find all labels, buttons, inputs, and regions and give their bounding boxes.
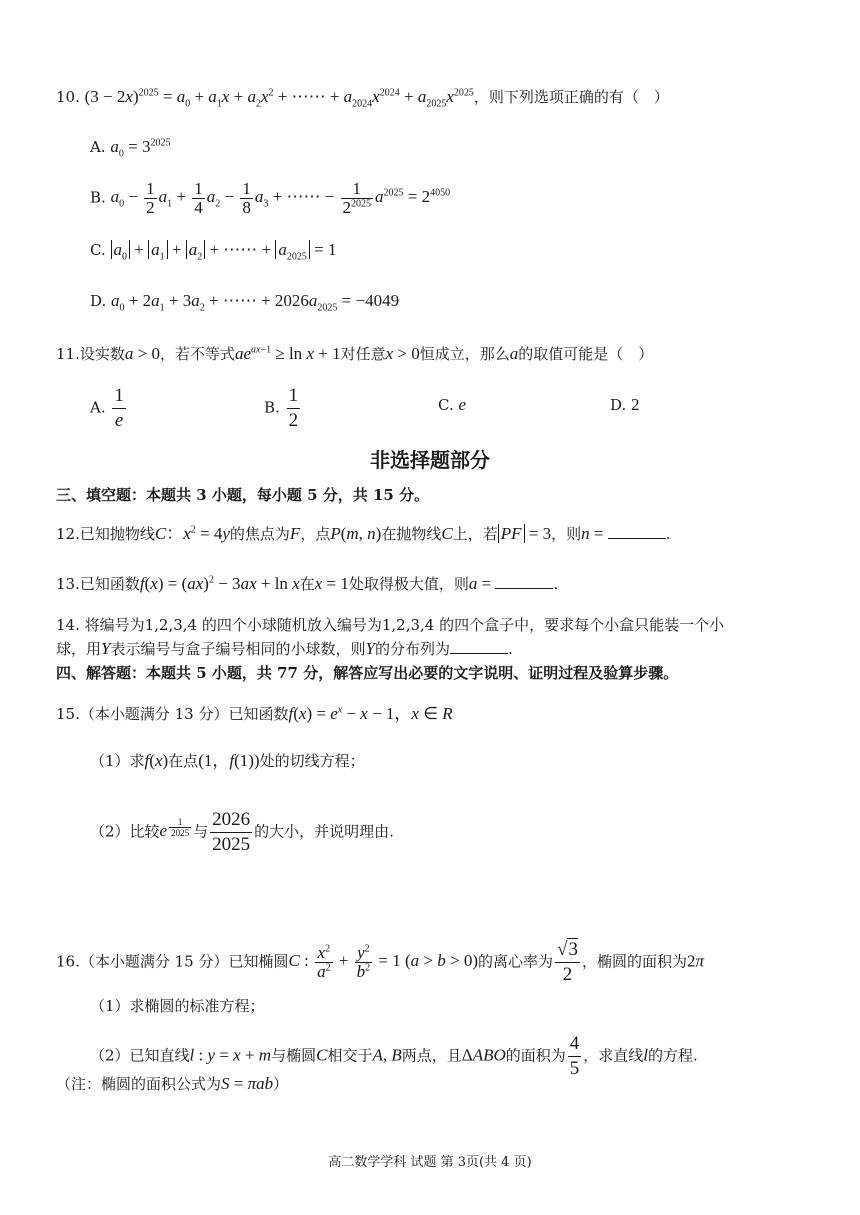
part3-header: 三、填空题：本题共 3 小题，每小题 5 分，共 15 分。 (56, 486, 430, 504)
q14-line1: 14. 将编号为1,2,3,4 的四个小球随机放入编号为1,2,3,4 的四个盒子中，要求每个小盒只能装一个小 (56, 616, 725, 634)
q14-line2: 球，用Y表示编号与盒子编号相同的小球数，则Y的分布列为 . (56, 639, 513, 658)
page-footer: 高二数学学科 试题 第 3页(共 4 页) (328, 1155, 532, 1170)
part4-header: 四、解答题：本题共 5 小题，共 77 分，解答应写出必要的文字说明、证明过程及验算步骤。 (56, 664, 679, 682)
q10-option-a: A. $a_0 = 3^{2025}$ (90, 137, 171, 160)
q11-stem: 11.设实数a > 0，若不等式$ae^{ax-1} \ge \ln x + 1$对任意x > 0恒成立，那么a的取值可能是（ ） (56, 344, 654, 363)
q10-stem: 10. $(3 - 2x)^{2025} = a_0 + a_1x + a_2x^2$ + ⋯⋯ + $a_{2024}x^{2024} + a_{2025}x^{2025}$，则下列选项正确的有（ ） (56, 87, 669, 110)
q11-option-d: D. 2 (610, 395, 640, 414)
q10-option-d: D. $a_0 + 2a_1 + 3a_2$ + ⋯⋯ + $2026a_{2025} = -4049$ (90, 291, 400, 314)
q15-part2: （2）比较e $^{\frac{1}{2025}}$ 与 $\frac{2026}{2025}$ 的大小，并说明理由. (90, 809, 394, 855)
q10-option-b: B. $a_0$ − $\frac{1}{2}$ $a_1$ + $\frac{1}{4}$ $a_2$ − $\frac{1}{8}$ $a_3$ + ⋯⋯ − $\frac{1}{2^{2025}}$ $a^{2025} = 2^{4050}$ (90, 179, 451, 217)
section-title: 非选择题部分 (370, 448, 490, 472)
q16-stem: 16.（本小题满分 15 分）已知椭圆C : $\frac{x^2}{a^2}$ + $\frac{y^2}{b^2}$ = 1 (a > b > 0)的离心率为 $\frac{√3}{2}$ ，椭圆的面积为2π (56, 939, 704, 985)
q14-answer-blank (450, 639, 508, 654)
q11-option-c: C. e (438, 395, 467, 414)
q15-stem: 15.（本小题满分 13 分）已知函数$f(x) = e^x - x - 1$，x ∈ R (56, 704, 453, 723)
q11-option-b: B. $\frac{1}{2}$ (264, 385, 299, 431)
q12-stem: 12.已知抛物线C：$x^2 = 4y$的焦点为F，点P(m, n)在抛物线C上，若 PF = 3，则n = . (56, 524, 671, 543)
q16-note: （注：椭圆的面积公式为S = πab） (56, 1074, 289, 1093)
q10-option-c: C. $a_0 + a_1 + a_2$ + ⋯⋯ + $a_{2025} = 1$ (90, 240, 337, 263)
q12-answer-blank (608, 524, 666, 539)
q16-part2: （2）已知直线l : y = x + m与椭圆C相交于A, B两点，且ΔABO的面积为 $\frac{4}{5}$ ，求直线l的方程. (90, 1033, 698, 1079)
q15-part1: （1）求f(x)在点(1，f(1))处的切线方程； (90, 751, 365, 770)
q16-part1: （1）求椭圆的标准方程； (90, 997, 265, 1015)
q13-answer-blank (495, 574, 553, 589)
q11-option-a: A. $\frac{1}{e}$ (90, 385, 124, 431)
q13-stem: 13.已知函数f(x) = (ax)$^2$ − 3ax + ln x在x = 1处取得极大值，则a = . (56, 574, 559, 593)
